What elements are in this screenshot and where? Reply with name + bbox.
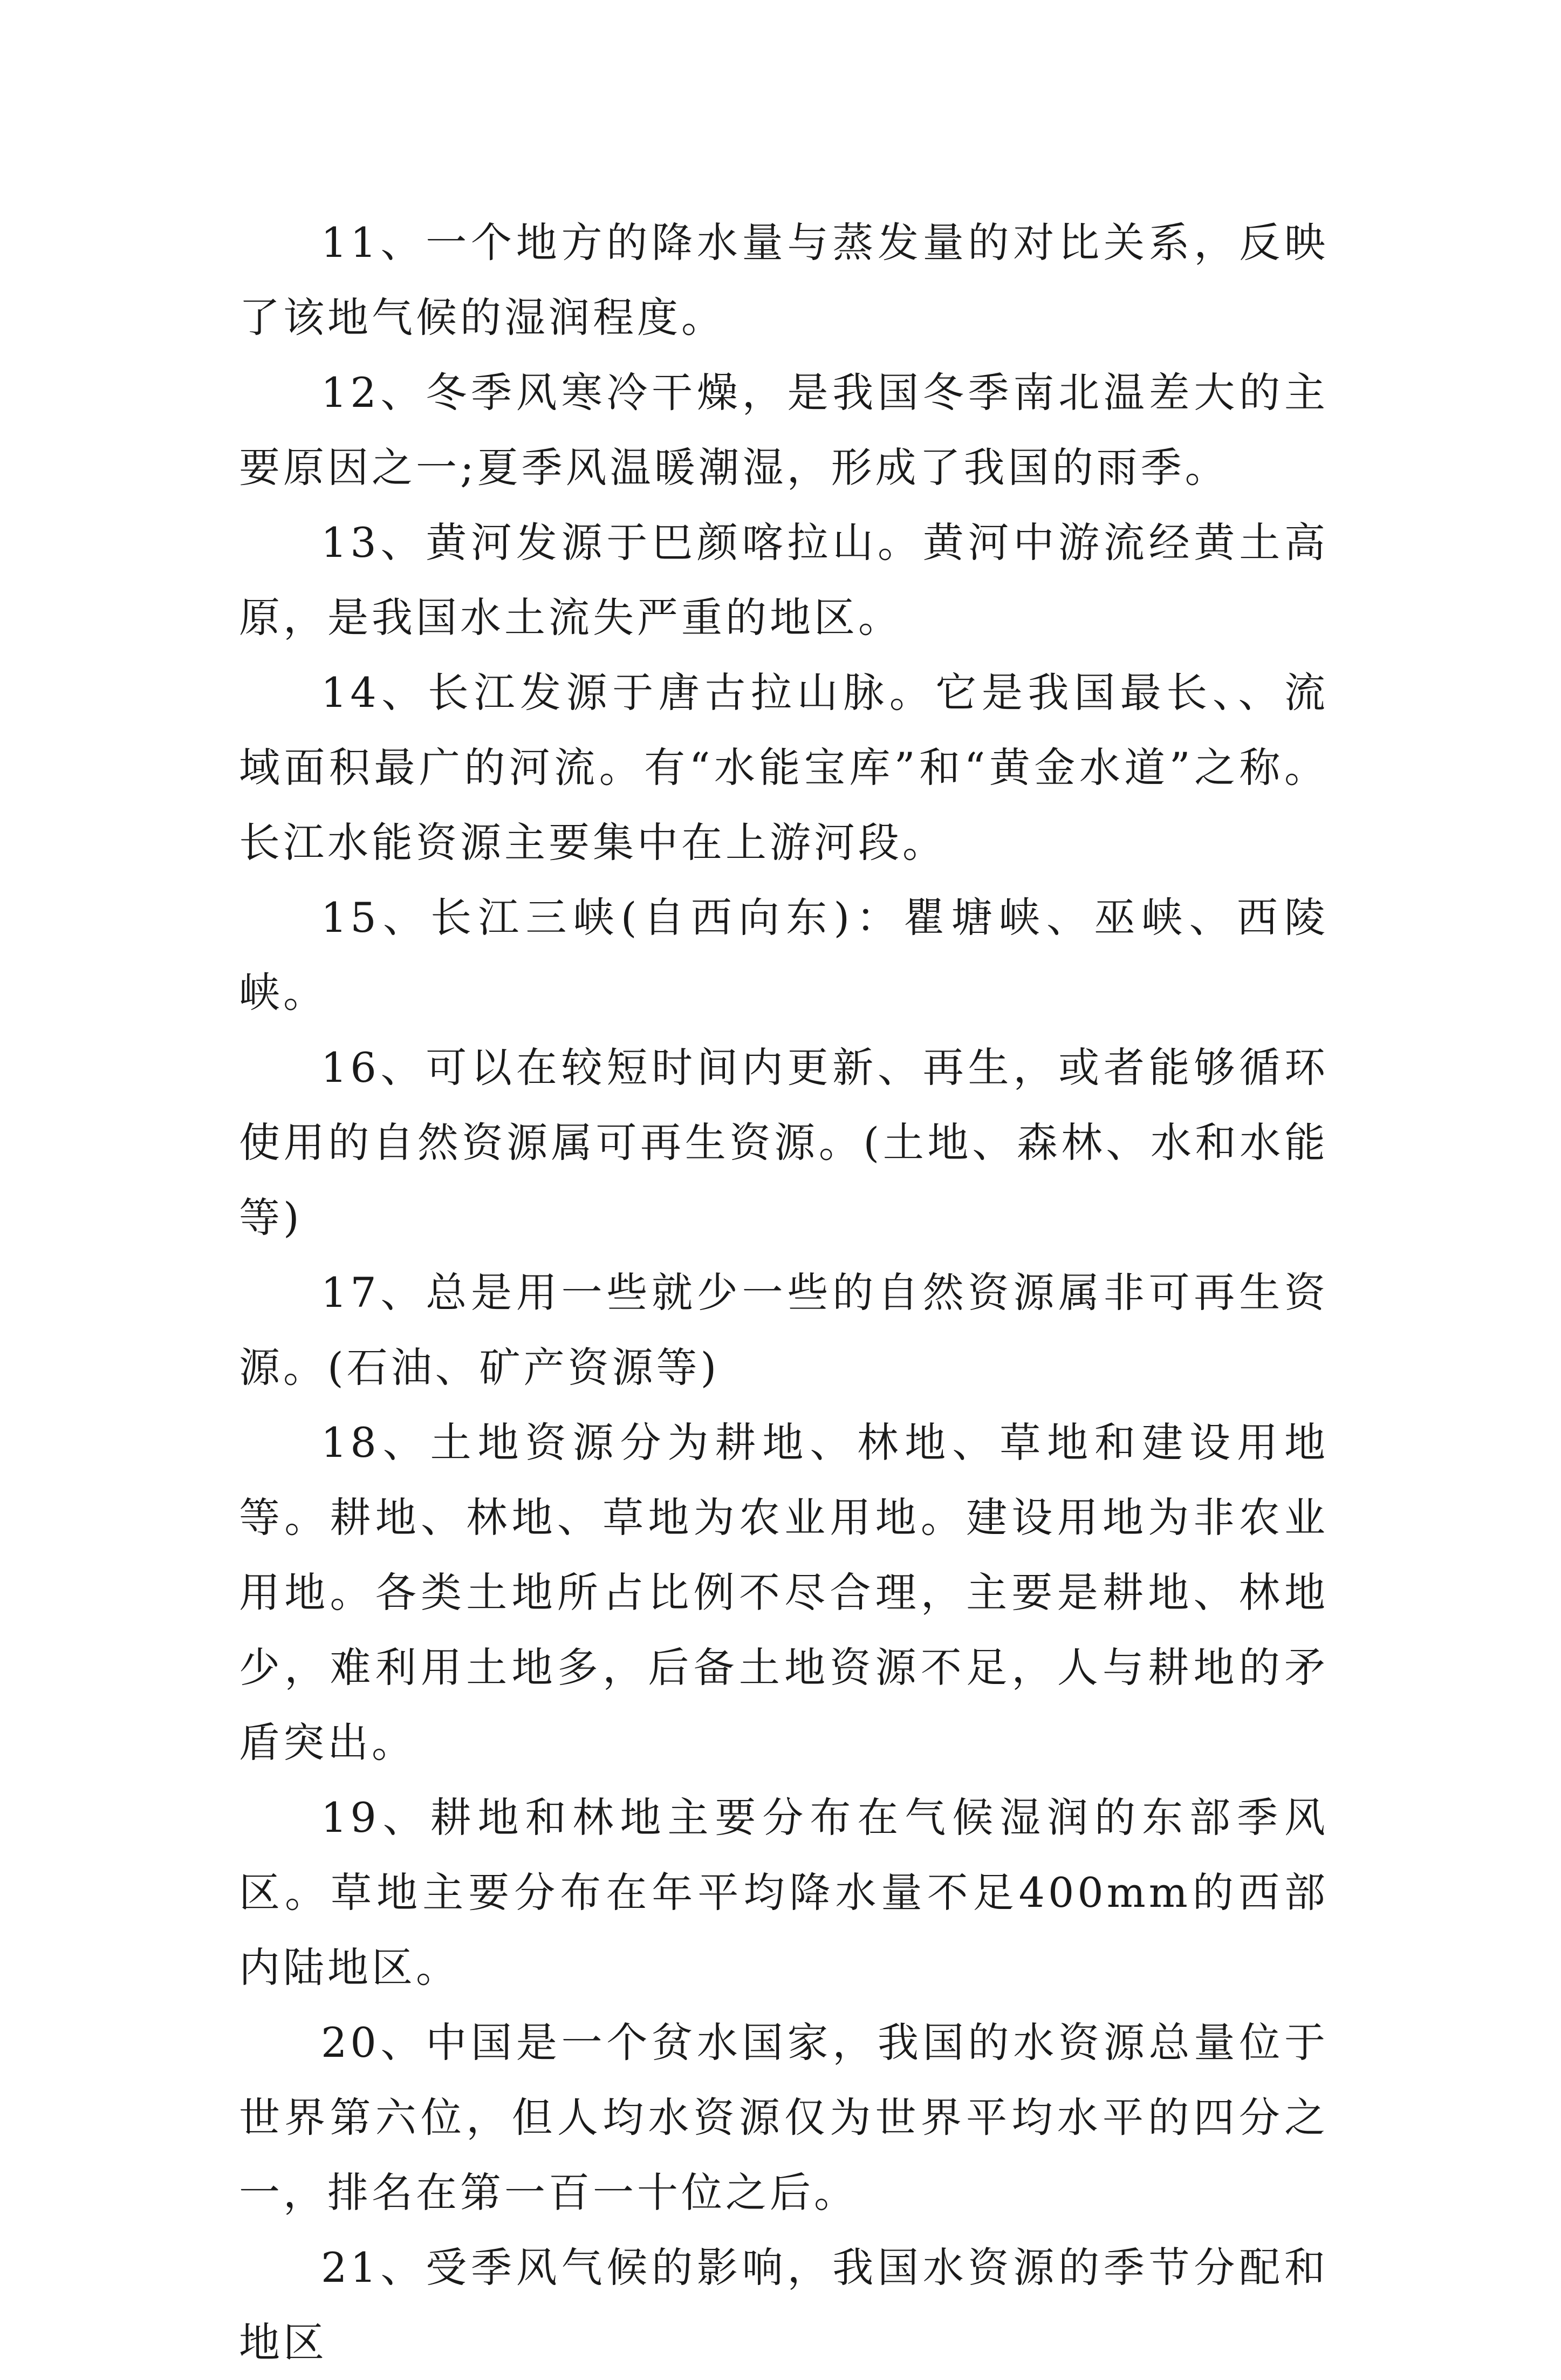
paragraph-16: 16、可以在较短时间内更新、再生，或者能够循环使用的自然资源属可再生资源。(土地、森林、水和水能等) [239,1044,1329,1242]
paragraph-21: 21、受季风气候的影响，我国水资源的季节分配和地区 [239,2243,1329,2367]
paragraph-19: 19、耕地和林地主要分布在气候湿润的东部季风区。草地主要分布在年平均降水量不足400mm的西部内陆地区。 [239,1793,1329,1992]
paragraph-20: 20、中国是一个贫水国家，我国的水资源总量位于世界第六位，但人均水资源仅为世界平均水平的四分之一，排名在第一百一十位之后。 [239,2018,1329,2217]
paragraph-11: 11、一个地方的降水量与蒸发量的对比关系，反映了该地气候的湿润程度。 [239,219,1329,342]
paragraph-13: 13、黄河发源于巴颜喀拉山。黄河中游流经黄土高原，是我国水土流失严重的地区。 [239,519,1329,642]
paragraph-12: 12、冬季风寒冷干燥，是我国冬季南北温差大的主要原因之一;夏季风温暖潮湿，形成了我国的雨季。 [239,369,1329,492]
paragraph-15: 15、长江三峡(自西向东)：瞿塘峡、巫峡、西陵峡。 [239,894,1329,1017]
paragraph-18: 18、土地资源分为耕地、林地、草地和建设用地等。耕地、林地、草地为农业用地。建设用地为非农业用地。各类土地所占比例不尽合理，主要是耕地、林地少，难利用土地多，后备土地资源不足，人与耕地的矛盾突出。 [239,1419,1329,1767]
paragraph-17: 17、总是用一些就少一些的自然资源属非可再生资源。(石油、矿产资源等) [239,1269,1329,1392]
document-body [239,205,1329,2380]
paragraph-14: 14、长江发源于唐古拉山脉。它是我国最长、、流域面积最广的河流。有“水能宝库”和“黄金水道”之称。长江水能资源主要集中在上游河段。 [239,669,1329,867]
